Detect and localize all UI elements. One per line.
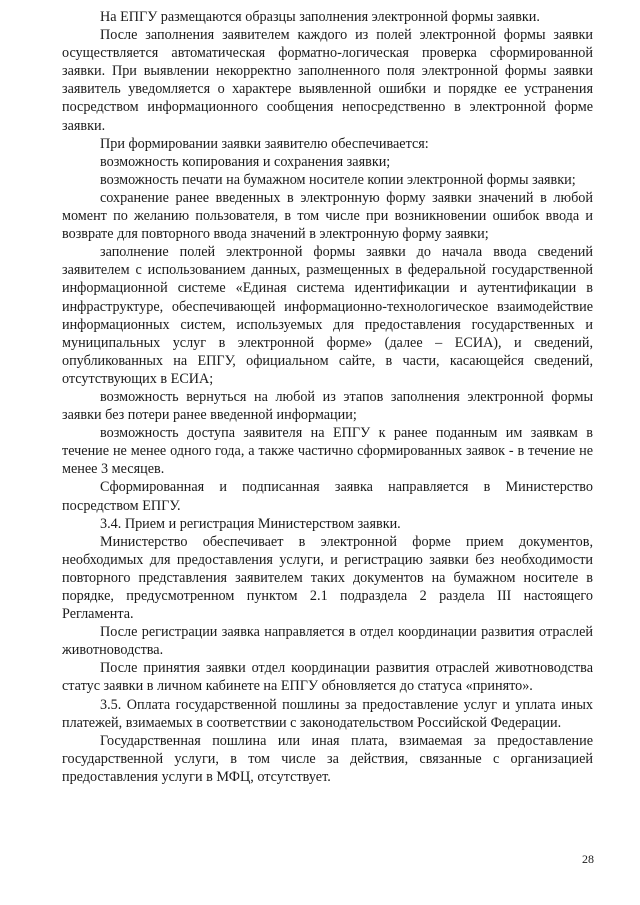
paragraph: Министерство обеспечивает в электронной форме прием документов, необходимых для предоставления услуги, и регистрацию заявки без необходимости повторного представления заявителем таких документов на бумажном носителе в порядке, предусмотренном пунктом 2.1 подраздела 2 раздела III настоящего Регламента. — [62, 533, 593, 623]
list-item: возможность копирования и сохранения заявки; — [100, 153, 391, 170]
page-number: 28 — [582, 852, 594, 866]
section-heading: 3.5. Оплата государственной пошлины за предоставление услуг и уплата иных платежей, взимаемых в соответствии с законодательством Российской Федерации. — [62, 696, 593, 731]
document-body — [62, 8, 593, 786]
section-heading: 3.4. Прием и регистрация Министерством заявки. — [100, 515, 401, 532]
paragraph: Сформированная и подписанная заявка направляется в Министерство посредством ЕПГУ. — [62, 479, 593, 514]
paragraph: После регистрации заявка направляется в отдел координации развития отраслей животноводства. — [62, 624, 593, 659]
list-item: возможность вернуться на любой из этапов заполнения электронной формы заявки без потери ранее введенной информации; — [62, 388, 593, 424]
list-item: возможность печати на бумажном носителе копии электронной формы заявки; — [100, 171, 576, 188]
paragraph: На ЕПГУ размещаются образцы заполнения электронной формы заявки. — [100, 9, 540, 25]
list-item: возможность доступа заявителя на ЕПГУ к ранее поданным им заявкам в течение не менее одного года, а также частично сформированных заявок - в течение не менее 3 месяцев. — [62, 425, 593, 478]
paragraph: После принятия заявки отдел координации развития отраслей животноводства статус заявки в личном кабинете на ЕПГУ обновляется до статуса «принято». — [62, 660, 593, 695]
paragraph: Государственная пошлина или иная плата, взимаемая за предоставление государственной услуги, в том числе за действия, связанные с организацией предоставления услуги в МФЦ, отсутствует. — [62, 732, 593, 785]
paragraph: При формировании заявки заявителю обеспечивается: — [100, 135, 429, 152]
list-item: заполнение полей электронной формы заявки до начала ввода сведений заявителем с использованием данных, размещенных в федеральной государственной информационной системе «Единая система идентификации и аутентификации в инфраструктуре, обеспечивающей информационно-технологическое взаимодействие информационных систем, используемых для предоставления государственных и муниципальных услуг в электронной форме» (далее – ЕСИА), и сведений, опубликованных на ЕПГУ, официальном сайте, в части, касающейся сведений, отсутствующих в ЕСИА; — [62, 244, 593, 387]
list-item: сохранение ранее введенных в электронную форму заявки значений в любой момент по желанию пользователя, в том числе при возникновении ошибок ввода и возврате для повторного ввода значений в электронную форму заявки; — [62, 189, 593, 243]
paragraph: После заполнения заявителем каждого из полей электронной формы заявки осуществляется автоматическая форматно-логическая проверка сформированной заявки. При выявлении некорректно заполненного поля электронной формы заявки заявитель уведомляется о характере выявленной ошибки и порядке ее устранения посредством информационного сообщения непосредственно в электронной форме заявки. — [62, 27, 593, 134]
